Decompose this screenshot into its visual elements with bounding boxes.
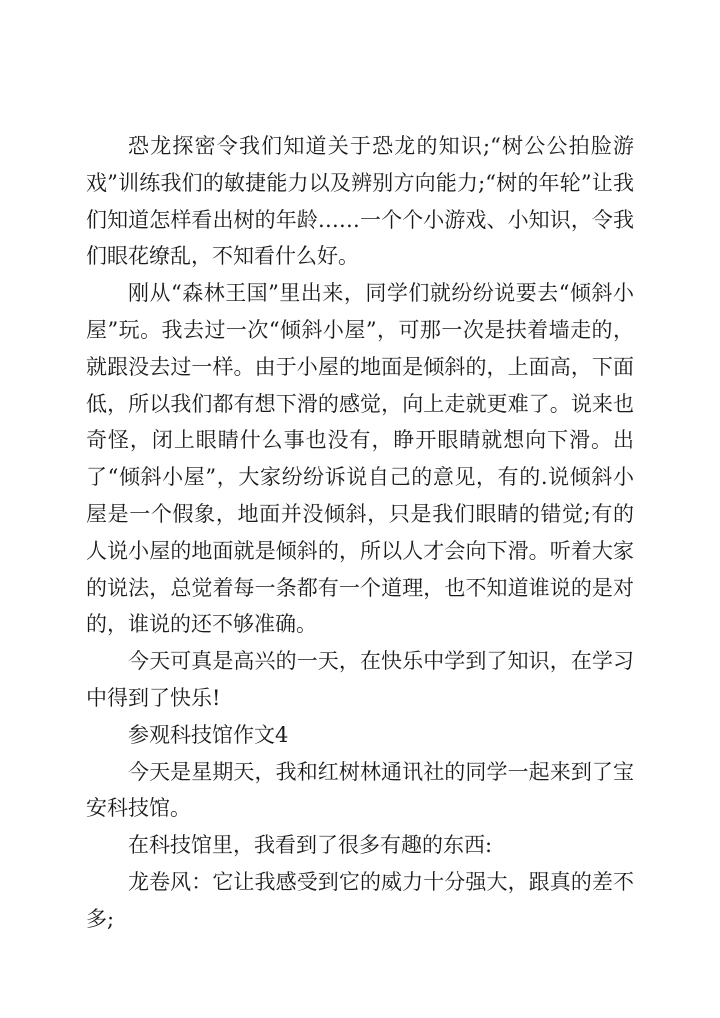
paragraph-happy-day: 今天可真是高兴的一天，在快乐中学到了知识，在学习中得到了快乐! <box>86 649 634 710</box>
paragraph-tornado: 龙卷风：它让我感受到它的威力十分强大，跟真的差不多; <box>86 869 634 931</box>
paragraph-dinosaur-exhibits: 恐龙探密令我们知道关于恐龙的知识;“树公公拍脸游戏”训练我们的敏捷能力以及辨别方向能力;“树的年轮”让我们知道怎样看出树的年龄……一个个小游戏、小知识，令我们眼花缭乱，不知看什么好。 <box>86 134 634 269</box>
paragraph-sunday-visit: 今天是星期天，我和红树林通讯社的同学一起来到了宝安科技馆。 <box>86 759 634 821</box>
paragraph-tilted-house: 刚从“森林王国”里出来，同学们就纷纷说要去“倾斜小屋”玩。我去过一次“倾斜小屋”，可那一次是扶着墙走的，就跟没去过一样。由于小屋的地面是倾斜的，上面高，下面低，所以我们都有想下滑的感觉，向上走就更难了。说来也奇怪，闭上眼睛什么事也没有，睁开眼睛就想向下滑。出了“倾斜小屋”，大家纷纷诉说自己的意见，有的.说倾斜小屋是一个假象，地面并没倾斜，只是我们眼睛的错觉;有的人说小屋的地面就是倾斜的，所以人才会向下滑。听着大家的说法，总觉着每一条都有一个道理，也不知道谁说的是对的，谁说的还不够准确。 <box>86 281 634 637</box>
paragraph-interesting-things: 在科技馆里，我看到了很多有趣的东西: <box>128 833 493 858</box>
document-body <box>86 128 634 938</box>
essay-heading: 参观科技馆作文4 <box>128 722 289 747</box>
